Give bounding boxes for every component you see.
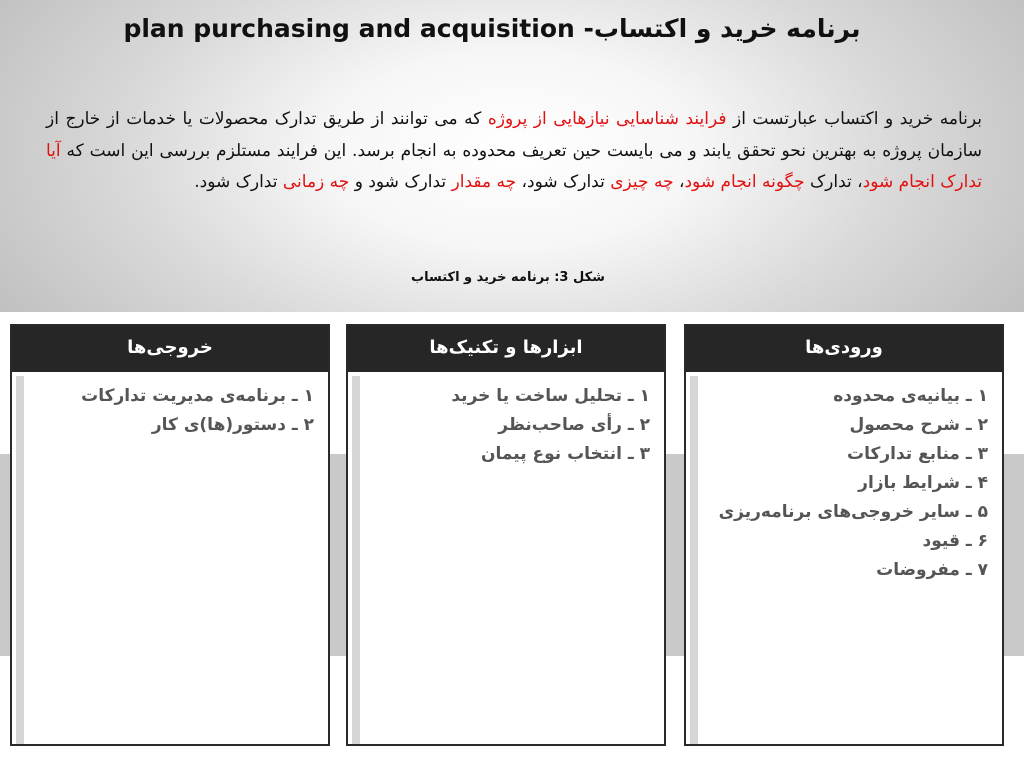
connector-tools-inputs [664,454,686,656]
paragraph-text: که می توانند از طریق تدارک محصولات یا خدمات از خارج از سازمان پروژه به بهترین نحو تحقق یابند و می بایست حین تعریف محدوده به انجام برسد. این فرایند مستلزم بررسی این است که [46,109,982,161]
list-item: ۱ ـ تحلیل ساخت یا خرید [451,386,650,406]
outputs-box [10,324,330,746]
inputs-list [686,372,1002,585]
list-item: ۳ ـ منابع تدارکات [847,444,988,464]
outputs-list [12,372,328,440]
paragraph-text: ، [673,172,685,192]
list-item: ۱ ـ بیانیه‌ی محدوده [833,386,988,406]
list-item: ۷ ـ مفروضات [876,560,988,580]
highlighted-phrase: چه مقدار [451,172,517,192]
list-item: ۳ ـ انتخاب نوع پیمان [480,444,650,464]
highlighted-phrase: فرایند شناسایی نیازهایی از پروژه [487,109,727,129]
list-item: ۱ ـ برنامه‌ی مدیریت تدارکات [81,386,314,406]
list-item: ۲ ـ رأی صاحب‌نظر [498,415,650,435]
tools-box [346,324,666,746]
paragraph-text: تدارک شود، [516,172,611,192]
tools-list [348,372,664,469]
paragraph-text: تدارک شود. [194,172,283,192]
slide-background [0,0,1024,312]
list-item: ۶ ـ قیود [922,531,988,551]
highlighted-phrase: چه چیزی [610,172,674,192]
tools-box-title: ابزارها و تکنیک‌ها [348,326,664,372]
paragraph-text: تدارک شود و [349,172,452,192]
tools-box-shade [352,376,360,744]
list-item: ۲ ـ دستور(ها)ی کار [151,415,314,435]
outputs-box-title: خروجی‌ها [12,326,328,372]
highlighted-phrase: چگونه انجام شود [684,172,805,192]
paragraph-text: ، تدارک [804,172,863,192]
figure-caption: شکل 3: برنامه خرید و اکتساب [411,270,605,285]
inputs-box-shade [690,376,698,744]
slide-title: plan purchasing and acquisition -برنامه خرید و اکتساب [123,14,861,43]
highlighted-phrase: چه زمانی [282,172,350,192]
body-paragraph [46,104,982,199]
inputs-box-title: ورودی‌ها [686,326,1002,372]
connector-right-edge [1002,454,1024,656]
highlighted-phrase: آیا تدارک انجام شود [46,140,982,192]
outputs-box-shade [16,376,24,744]
list-item: ۴ ـ شرایط بازار [858,473,988,493]
inputs-box [684,324,1004,746]
list-item: ۲ ـ شرح محصول [849,415,988,435]
list-item: ۵ ـ سایر خروجی‌های برنامه‌ریزی [718,502,988,522]
paragraph-text: برنامه خرید و اکتساب عبارتست از [726,109,983,129]
process-diagram [0,312,1024,768]
